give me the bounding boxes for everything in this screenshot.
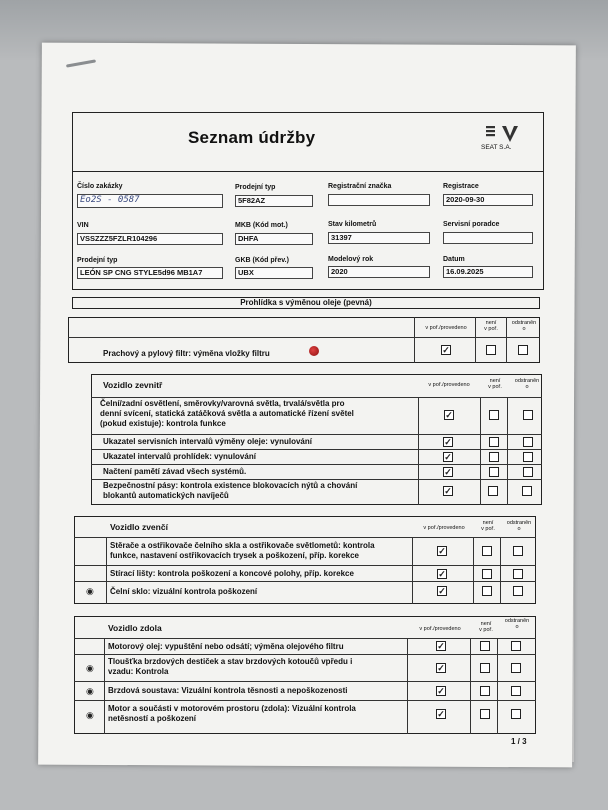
section-exterior-title: Vozidlo zvenčí	[110, 522, 168, 532]
divider	[418, 397, 419, 505]
section-underbody-title: Vozidlo zdola	[108, 623, 162, 633]
checkbox-not-ok[interactable]	[489, 437, 499, 447]
brand-caption: SEAT S.A.	[481, 144, 512, 151]
row-inspection-interval: Ukazatel intervalů prohlídek: vynulování	[103, 452, 256, 461]
red-marker	[309, 346, 319, 356]
checkbox-fixed[interactable]	[511, 663, 521, 673]
checkbox-done[interactable]: ✓	[438, 569, 446, 579]
checkbox-not-ok[interactable]	[489, 410, 499, 420]
col-fixed: odstraněn o	[504, 618, 530, 630]
col-not-ok: není v poř.	[481, 520, 495, 532]
gearbox-code-label: GKB (Kód přev.)	[235, 257, 289, 264]
sales-type-2-field: LEÓN SP CNG STYLE5d96 MB1A7	[77, 267, 223, 279]
col-not-ok: není v poř.	[488, 378, 502, 390]
checkbox-done[interactable]: ✓	[445, 410, 453, 420]
checkbox-done[interactable]: ✓	[444, 437, 452, 447]
col-not-ok: není v poř.	[479, 621, 493, 633]
divider	[74, 537, 536, 538]
col-done: v poř./provedeno	[428, 382, 470, 388]
checkbox-not-ok[interactable]	[482, 586, 492, 596]
page-number: 1 / 3	[511, 737, 527, 746]
section-interior-title: Vozidlo zevnitř	[103, 380, 163, 390]
col-done: v poř./provedeno	[419, 626, 461, 632]
divider	[74, 638, 536, 639]
checkbox-done[interactable]: ✓	[444, 452, 452, 462]
checkbox-not-ok[interactable]	[480, 686, 490, 696]
row-oil-interval: Ukazatel servisních intervalů výměny oleje: vynulování	[103, 437, 312, 446]
mileage-field: 31397	[328, 232, 430, 244]
checkbox-done[interactable]: ✓	[437, 663, 445, 673]
divider	[74, 654, 536, 655]
row-engine-underbody: Motor a součásti v motorovém prostoru (zdola): Vizuální kontrola netěsností a poškození	[108, 704, 356, 723]
row-engine-oil: Motorový olej: vypuštění nebo odsátí; výměna olejového filtru	[108, 642, 344, 651]
checkbox-not-ok[interactable]	[486, 345, 496, 355]
checkbox-fixed[interactable]	[523, 452, 533, 462]
divider	[91, 479, 542, 480]
eye-icon: ◉	[86, 710, 94, 720]
checkbox-not-ok[interactable]	[482, 569, 492, 579]
divider	[74, 700, 536, 701]
checkbox-not-ok[interactable]	[489, 467, 499, 477]
col-done: v poř./provedeno	[423, 525, 465, 531]
row-seatbelts: Bezpečnostní pásy: kontrola existence blokovacích nýtů a chování blokantů automatických navíječů	[103, 481, 358, 500]
sales-type-label: Prodejní typ	[235, 184, 276, 191]
col-fixed: odstraněn o	[511, 320, 537, 332]
inspection-header: Prohlídka s výměnou oleje (pevná)	[72, 297, 540, 309]
checkbox-fixed[interactable]	[523, 437, 533, 447]
order-number-label: Číslo zakázky	[77, 183, 123, 190]
vin-label: VIN	[77, 222, 89, 229]
checkbox-done[interactable]: ✓	[444, 467, 452, 477]
eye-icon: ◉	[86, 686, 94, 696]
service-advisor-label: Servisní poradce	[443, 221, 500, 228]
divider	[74, 581, 536, 582]
row-brake-pads: Tloušťka brzdových destiček a stav brzdových kotoučů vpředu i vzadu: Kontrola	[108, 657, 353, 676]
divider	[91, 397, 542, 398]
col-not-ok: není v poř.	[484, 320, 498, 332]
divider	[74, 565, 536, 566]
date-label: Datum	[443, 256, 465, 263]
service-advisor-field	[443, 232, 533, 244]
model-year-label: Modelový rok	[328, 256, 374, 263]
divider	[104, 638, 105, 734]
row-wiper-blades: Stírací lišty: kontrola poškození a koncové polohy, příp. korekce	[110, 569, 354, 578]
eye-icon: ◉	[86, 586, 94, 596]
engine-code-field: DHFA	[235, 233, 313, 245]
checkbox-done[interactable]: ✓	[444, 486, 452, 496]
col-done: v poř./provedeno	[425, 325, 467, 331]
divider	[91, 434, 542, 435]
divider	[500, 537, 501, 604]
checkbox-not-ok[interactable]	[488, 486, 498, 496]
row-brake-system: Brzdová soustava: Vizuální kontrola těsnosti a nepoškozenosti	[108, 686, 348, 695]
order-number-field: Eo2S - 0587	[77, 194, 223, 208]
checkbox-fixed[interactable]	[511, 686, 521, 696]
plate-label: Registrační značka	[328, 183, 392, 190]
checkbox-done[interactable]: ✓	[437, 709, 445, 719]
checkbox-not-ok[interactable]	[489, 452, 499, 462]
document-title: Seznam údržby	[188, 128, 316, 147]
divider	[475, 317, 476, 363]
checkbox-fixed[interactable]	[513, 569, 523, 579]
checkbox-done[interactable]: ✓	[438, 586, 446, 596]
col-fixed: odstraněn o	[506, 520, 532, 532]
checkbox-fixed[interactable]	[511, 641, 521, 651]
divider	[412, 537, 413, 604]
date-field: 16.09.2025	[443, 266, 533, 278]
divider	[407, 638, 408, 734]
divider	[74, 681, 536, 682]
row-wipers: Stěrače a ostřikovače čelního skla a ostřikovače světlometů: kontrola funkce, nastavení ostřikovacích trysek a poškození, příp. korekce	[110, 541, 375, 560]
registration-label: Registrace	[443, 183, 479, 190]
checkbox-fixed[interactable]	[523, 467, 533, 477]
checkbox-done[interactable]: ✓	[438, 546, 446, 556]
eye-icon: ◉	[86, 663, 94, 673]
row-windshield: Čelní sklo: vizuální kontrola poškození	[110, 587, 258, 596]
divider	[470, 638, 471, 734]
sales-type-2-label: Prodejní typ	[77, 257, 118, 264]
checkbox-not-ok[interactable]	[480, 641, 490, 651]
sales-type-field: 5F82AZ	[235, 195, 313, 207]
checkbox-not-ok[interactable]	[480, 663, 490, 673]
row-fault-memory: Načtení pamětí závad všech systémů.	[103, 467, 247, 476]
divider	[480, 397, 481, 505]
checkbox-fixed[interactable]	[511, 709, 521, 719]
mileage-label: Stav kilometrů	[328, 221, 377, 228]
divider	[91, 464, 542, 465]
checkbox-done[interactable]: ✓	[442, 345, 450, 355]
divider	[497, 638, 498, 734]
divider	[473, 537, 474, 604]
col-fixed: odstraněn o	[514, 378, 540, 390]
checkbox-done[interactable]: ✓	[437, 641, 445, 651]
plate-field	[328, 194, 430, 206]
registration-field: 2020-09-30	[443, 194, 533, 206]
divider	[507, 397, 508, 505]
engine-code-label: MKB (Kód mot.)	[235, 222, 288, 229]
checkbox-done[interactable]: ✓	[437, 686, 445, 696]
row-lighting: Čelní/zadní osvětlení, směrovky/varovná světla, trvalá/světla pro denní svícení, statická zatáčková světla a automatické řízení světel (pokud existuje): kontrola funkce	[100, 399, 354, 428]
divider	[68, 337, 540, 338]
checkbox-fixed[interactable]	[513, 546, 523, 556]
vin-field: VSSZZZ5FZLR104296	[77, 233, 223, 245]
divider	[414, 317, 415, 363]
checkbox-not-ok[interactable]	[480, 709, 490, 719]
model-year-field: 2020	[328, 266, 430, 278]
divider	[91, 449, 542, 450]
checkbox-fixed[interactable]	[513, 586, 523, 596]
checkbox-fixed[interactable]	[522, 486, 532, 496]
checkbox-fixed[interactable]	[523, 410, 533, 420]
divider	[106, 537, 107, 604]
row-cabin-filter: Prachový a pylový filtr: výměna vložky filtru	[103, 349, 270, 358]
gearbox-code-field: UBX	[235, 267, 313, 279]
checkbox-fixed[interactable]	[518, 345, 528, 355]
checkbox-not-ok[interactable]	[482, 546, 492, 556]
